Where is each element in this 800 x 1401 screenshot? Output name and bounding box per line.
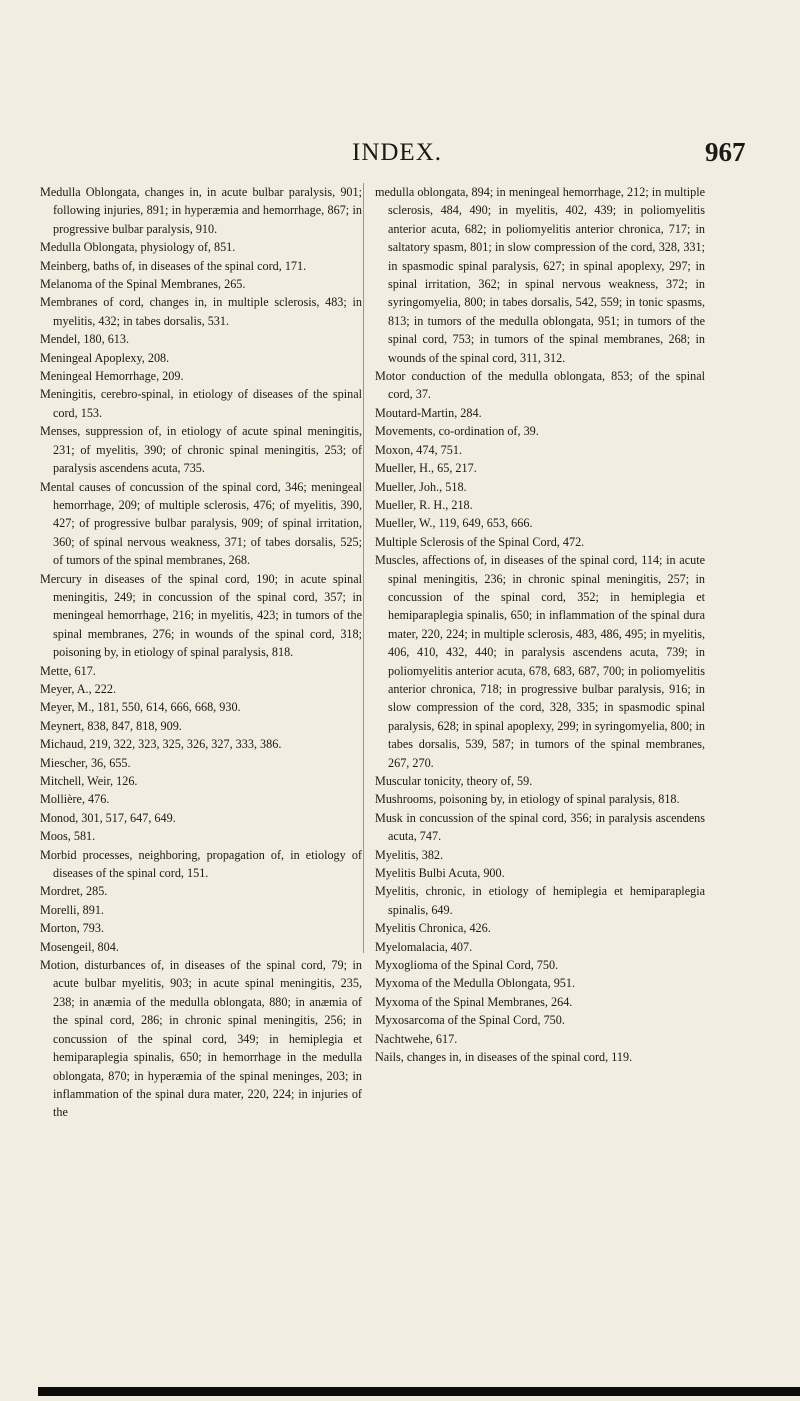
index-entry: Morton, 793. — [40, 921, 104, 936]
index-entry: Medulla Oblongata, changes in, in acute bulbar paralysis, 901; following injuries, 891; in hyperæmia and hemorrhage, 867; in progressive bulbar paralysis, 910. — [40, 185, 362, 236]
index-entry: Motor conduction of the medulla oblongata, 853; of the spinal cord, 37. — [375, 369, 705, 402]
index-entry: Mueller, R. H., 218. — [375, 497, 473, 512]
index-entry: Myelitis Bulbi Acuta, 900. — [375, 866, 505, 881]
index-entry: Moos, 581. — [40, 829, 96, 844]
left-index-column — [40, 183, 362, 1122]
index-entry: Medulla Oblongata, physiology of, 851. — [40, 240, 236, 255]
index-entry: Motion, disturbances of, in diseases of the spinal cord, 79; in acute bulbar myelitis, 903; in acute spinal meningitis, 235, 238; in anæmia of the medulla oblongata, 880; in anæmia of the spinal cord, 286; in chronic spinal meningitis, 256; in concussion of the spinal cord, 349; in hemiplegia et hemiparaplegia spinalis, 650; in hemorrhage in the medulla oblongata, 870; in hyperæmia of the spinal meninges, 203; in inflammation of the spinal dura mater, 220, 224; in injuries of the — [40, 958, 362, 1120]
index-entry: Morbid processes, neighboring, propagation of, in etiology of diseases of the spinal cord, 151. — [40, 847, 362, 881]
index-entry: Mette, 617. — [40, 663, 96, 678]
index-entry: Morelli, 891. — [40, 902, 104, 917]
index-entry: Meyer, A., 222. — [40, 681, 117, 696]
index-entry: Meyer, M., 181, 550, 614, 666, 668, 930. — [40, 700, 241, 715]
column-divider — [363, 183, 364, 953]
index-entry: Muscular tonicity, theory of, 59. — [375, 774, 533, 788]
page-header — [0, 133, 800, 173]
index-entry: Meinberg, baths of, in diseases of the spinal cord, 171. — [40, 258, 307, 273]
index-entry: Myxoma of the Medulla Oblongata, 951. — [375, 976, 576, 991]
index-entry: Muscles, affections of, in diseases of the spinal cord, 114; in acute spinal meningitis, 236; in chronic spinal meningitis, 257; in concussion of the spinal cord, 352; in hemiplegia et hemiparaplegia spinalis, 650; in inflammation of the spinal dura mater, 220, 224; in multiple sclerosis, 483, 486, 495; in myelitis, 406, 410, 432, 440; in paralysis ascendens acuta, 739; in poliomyelitis anterior acuta, 678, 683, 687, 700; in poliomyelitis anterior chronica, 718; in progressive bulbar paralysis, 916; in slow compression of the cord, 328, 335; in spasmodic spinal paralysis, 628; in spinal apoplexy, 299; in syringomyelia, 800; in tabes dorsalis, 539, 587; in tumors of the spinal membranes, 267, 270. — [375, 553, 705, 770]
index-entry: Myelomalacia, 407. — [375, 939, 473, 954]
index-entry: Menses, suppression of, in etiology of acute spinal meningitis, 231; of myelitis, 390; of chronic spinal meningitis, 253; of paralysis ascendens acuta, 735. — [40, 424, 362, 476]
index-entry: Mental causes of concussion of the spinal cord, 346; meningeal hemorrhage, 209; of multiple sclerosis, 476; of myelitis, 390, 427; of progressive bulbar paralysis, 909; of spinal irritation, 360; of spinal nervous weakness, 371; of tabes dorsalis, 525; of tumors of the spinal membranes, 268. — [40, 479, 362, 568]
index-entry: Meningeal Hemorrhage, 209. — [40, 369, 184, 384]
index-entry: Moxon, 474, 751. — [375, 442, 463, 457]
index-entry: Mueller, Joh., 518. — [375, 479, 467, 494]
index-entry: Mordret, 285. — [40, 884, 108, 899]
index-entry: Moutard-Martin, 284. — [375, 405, 482, 420]
index-entry: Myxoma of the Spinal Membranes, 264. — [375, 994, 573, 1009]
index-entry: Mitchell, Weir, 126. — [40, 774, 138, 788]
index-entry: medulla oblongata, 894; in meningeal hemorrhage, 212; in multiple sclerosis, 484, 490; in myelitis, 402, 439; in poliomyelitis anterior acuta, 682; in poliomyelitis anterior chronica, 717; in saltatory spasm, 801; in slow compression of the cord, 328, 331; in spasmodic spinal paralysis, 627; in spinal apoplexy, 297; in spinal irritation, 362; in spinal nervous weakness, 372; in syringomyelia, 800; in tabes dorsalis, 542, 559; in tonic spasms, 813; in tumors of the medulla oblongata, 951; in tumors of the spinal cord, 753; in tumors of the spinal membranes, 268; in wounds of the spinal cord, 311, 312. — [375, 185, 705, 365]
page-number: 967 — [705, 137, 746, 167]
index-entry: Myelitis, 382. — [375, 847, 444, 862]
index-entry: Myxoglioma of the Spinal Cord, 750. — [375, 958, 559, 973]
index-entry: Multiple Sclerosis of the Spinal Cord, 472. — [375, 534, 585, 549]
index-entry: Miescher, 36, 655. — [40, 755, 131, 770]
index-entry: Nachtwehe, 617. — [375, 1031, 458, 1046]
index-entry: Michaud, 219, 322, 323, 325, 326, 327, 333, 386. — [40, 737, 282, 752]
index-entry: Meningitis, cerebro-spinal, in etiology of diseases of the spinal cord, 153. — [40, 387, 362, 420]
index-entry: Movements, co-ordination of, 39. — [375, 424, 539, 439]
index-entry: Meningeal Apoplexy, 208. — [40, 350, 170, 365]
running-title: INDEX. — [352, 139, 443, 166]
index-entry: Mercury in diseases of the spinal cord, 190; in acute spinal meningitis, 249; in concussion of the spinal cord, 357; in meningeal hemorrhage, 216; in myelitis, 423; in tumors of the spinal membranes, 276; in wounds of the spinal cord, 318; poisoning by, in etiology of spinal paralysis, 818. — [40, 571, 362, 660]
index-entry: Mueller, H., 65, 217. — [375, 461, 477, 476]
index-entry: Monod, 301, 517, 647, 649. — [40, 810, 176, 825]
index-entry: Myxosarcoma of the Spinal Cord, 750. — [375, 1013, 565, 1028]
right-index-column — [375, 183, 705, 1067]
index-entry: Mushrooms, poisoning by, in etiology of spinal paralysis, 818. — [375, 792, 680, 807]
index-entry: Myelitis Chronica, 426. — [375, 921, 491, 936]
index-entry: Mosengeil, 804. — [40, 939, 119, 954]
index-entry: Membranes of cord, changes in, in multiple sclerosis, 483; in myelitis, 432; in tabes dorsalis, 531. — [40, 295, 362, 328]
index-entry: Mueller, W., 119, 649, 653, 666. — [375, 516, 533, 531]
index-entry: Mollière, 476. — [40, 792, 110, 807]
index-entry: Nails, changes in, in diseases of the spinal cord, 119. — [375, 1050, 633, 1065]
index-entry: Meynert, 838, 847, 818, 909. — [40, 718, 182, 733]
index-entry: Mendel, 180, 613. — [40, 332, 130, 347]
scan-edge-bar — [38, 1387, 800, 1396]
index-entry: Melanoma of the Spinal Membranes, 265. — [40, 277, 246, 292]
index-entry: Musk in concussion of the spinal cord, 356; in paralysis ascendens acuta, 747. — [375, 810, 705, 844]
index-entry: Myelitis, chronic, in etiology of hemiplegia et hemiparaplegia spinalis, 649. — [375, 884, 705, 917]
